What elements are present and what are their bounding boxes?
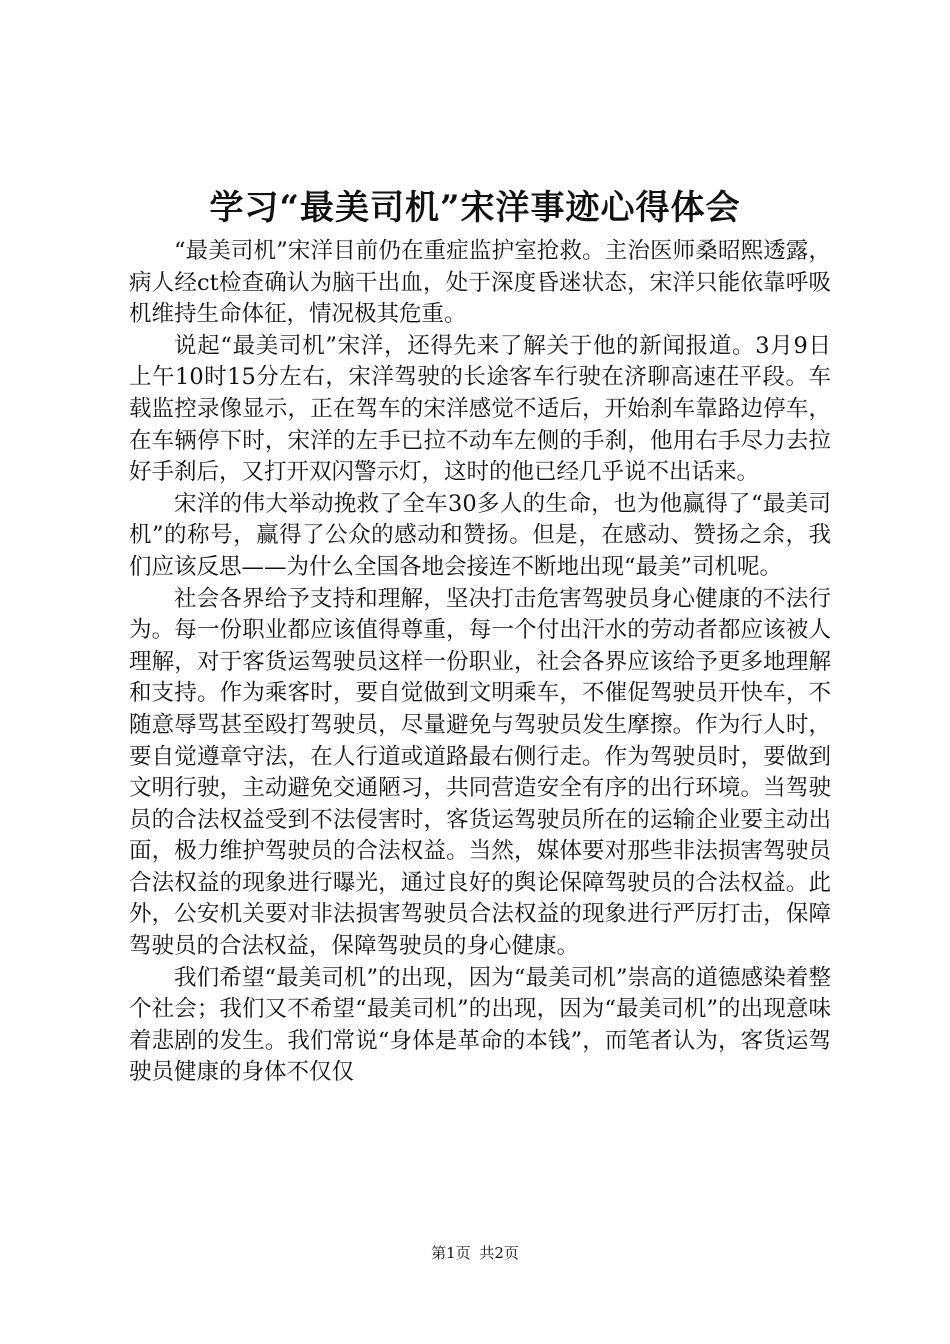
paragraph: 宋洋的伟大举动挽救了全车30多人的生命，也为他赢得了“最美司机”的称号，赢得了公众的感动和赞扬。但是，在感动、赞扬之余，我们应该反思——为什么全国各地会接连不断地出现“最美”司机呢。 [129,490,831,580]
paragraph: 社会各界给予支持和理解，坚决打击危害驾驶员身心健康的不法行为。每一份职业都应该值得尊重，每一个付出汗水的劳动者都应该被人理解，对于客货运驾驶员这样一份职业，社会各界应该给予更多地理解和支持。作为乘客时，要自觉做到文明乘车，不催促驾驶员开快车，不随意辱骂甚至殴打驾驶员，尽量避免与驾驶员发生摩擦。作为行人时，要自觉遵章守法，在人行道或道路最右侧行走。作为驾驶员时，要做到文明行驶，主动避免交通陋习，共同营造安全有序的出行环境。当驾驶员的合法权益受到不法侵害时，客货运驾驶员所在的运输企业要主动出面，极力维护驾驶员的合法权益。当然，媒体要对那些非法损害驾驶员合法权益的现象进行曝光，通过良好的舆论保障驾驶员的合法权益。此外，公安机关要对非法损害驾驶员合法权益的现象进行严厉打击，保障驾驶员的合法权益，保障驾驶员的身心健康。 [129,585,831,960]
page-number: 第1页 [431,1244,471,1262]
paragraph: “最美司机”宋洋目前仍在重症监护室抢救。主治医师桑昭熙透露，病人经ct检查确认为脑干出血，处于深度昏迷状态，宋洋只能依靠呼吸机维持生命体征，情况极其危重。 [129,238,831,328]
page-total: 共2页 [479,1244,519,1262]
page-title: 学习“最美司机”宋洋事迹心得体会 [209,188,741,228]
page-footer [0,1243,950,1263]
article-body [129,236,831,1089]
paragraph: 我们希望“最美司机”的出现，因为“最美司机”崇高的道德感染着整个社会；我们又不希望“最美司机”的出现，因为“最美司机”的出现意味着悲剧的发生。我们常说“身体是革命的本钱”，而笔者认为，客货运驾驶员健康的身体不仅仅 [129,964,831,1086]
paragraph: 说起“最美司机”宋洋，还得先来了解关于他的新闻报道。3月9日上午10时15分左右，宋洋驾驶的长途客车行驶在济聊高速茌平段。车载监控录像显示，正在驾车的宋洋感觉不适后，开始刹车靠路边停车，在车辆停下时，宋洋的左手已拉不动车左侧的手刹，他用右手尽力去拉好手刹后，又打开双闪警示灯，这时的他已经几乎说不出话来。 [129,332,831,486]
